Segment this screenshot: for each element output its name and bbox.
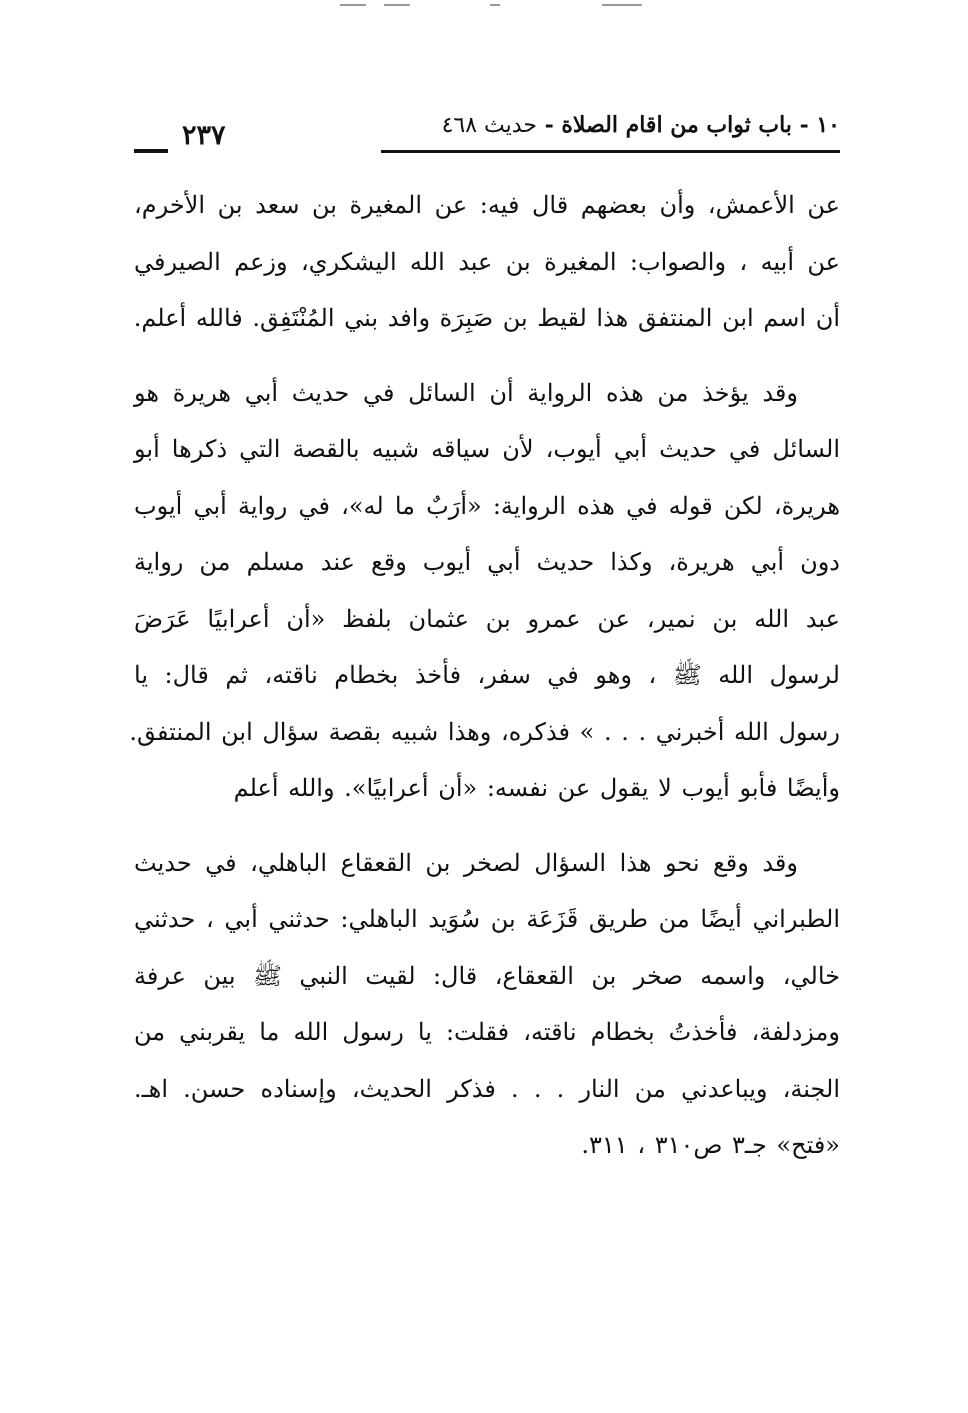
text-line: أن اسم ابن المنتفق هذا لقيط بن صَبِرَة وافد بني المُنْتَفِق. فالله أعلم. (133, 304, 840, 332)
body-text (129, 177, 840, 1192)
paragraph-1 (134, 177, 840, 347)
text-line: خالي، واسمه صخر بن القعقاع، قال: لقيت النبي ﷺ بين عرفة (134, 961, 840, 990)
scan-artifact-marks (340, 4, 640, 8)
page-header (134, 112, 840, 162)
header-rule-short (134, 149, 168, 153)
paragraph-3 (134, 835, 840, 1174)
text-line: عبد الله بن نمير، عن عمرو بن عثمان بلفظ «أن أعرابيًا عَرَضَ (134, 604, 840, 633)
text-line: الجنة، ويباعدني من النار . . . فذكر الحديث، وإسناده حسن. اهـ. (134, 1074, 840, 1103)
text-line: لرسول الله ﷺ ، وهو في سفر، فأخذ بخطام ناقته، ثم قال: يا (134, 661, 840, 689)
text-line: هريرة، لكن قوله في هذه الرواية: «أرَبٌ ما له»، في رواية أبي أيوب (134, 491, 840, 520)
text-line: عن أبيه ، والصواب: المغيرة بن عبد الله اليشكري، وزعم الصيرفي (134, 247, 840, 276)
text-line: الطبراني أيضًا من طريق قَزَعَة بن سُوَيد الباهلي: حدثني أبي ، حدثني (134, 905, 840, 933)
text-line: «فتح» جـ٣ ص٣١٠ ، ٣١١. (581, 1131, 840, 1159)
paragraph-2 (129, 365, 840, 817)
header-separator: - (536, 112, 562, 138)
hadith-number: حديث ٤٦٨ (441, 113, 537, 138)
text-line: وأيضًا فأبو أيوب لا يقول عن نفسه: «أن أعرابيًا». والله أعلم (233, 774, 840, 802)
text-line: السائل في حديث أبي أيوب، لأن سياقه شبيه بالقصة التي ذكرها أبو (134, 435, 840, 463)
text-line: عن الأعمش، وأن بعضهم قال فيه: عن المغيرة بن سعد بن الأخرم، (134, 191, 840, 219)
text-line: رسول الله أخبرني . . . » فذكره، وهذا شبيه بقصة سؤال ابن المنتفق. (129, 717, 840, 746)
text-line: ومزدلفة، فأخذتُ بخطام ناقته، فقلت: يا رسول الله ما يقربني من (134, 1018, 840, 1046)
running-header (442, 112, 840, 138)
page-number: ٢٣٧ (182, 120, 226, 151)
chapter-title: ١٠ - باب ثواب من اقام الصلاة (561, 112, 840, 138)
text-line: وقد وقع نحو هذا السؤال لصخر بن القعقاع الباهلي، في حديث (134, 848, 798, 877)
text-line: وقد يؤخذ من هذه الرواية أن السائل في حديث أبي هريرة هو (134, 378, 798, 407)
text-line: دون أبي هريرة، وكذا حديث أبي أيوب وقع عند مسلم من رواية (134, 548, 840, 576)
header-rule-long (381, 150, 840, 153)
